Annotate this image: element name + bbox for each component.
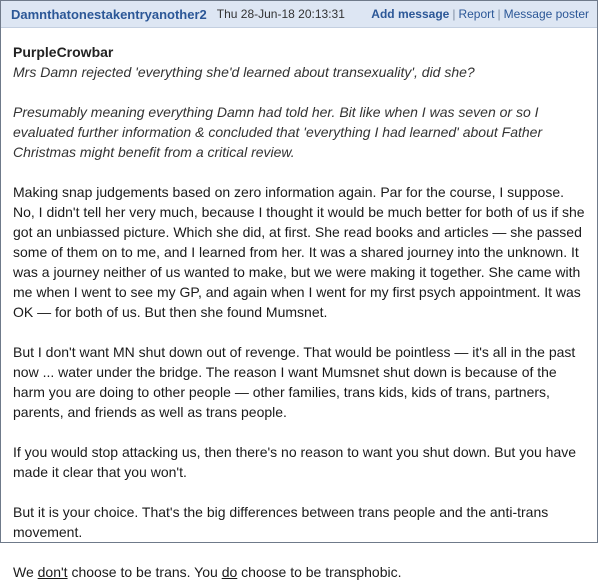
final-text: choose to be transphobic. [237,564,402,580]
add-message-link[interactable]: Add message [371,7,450,21]
paragraph: But I don't want MN shut down out of revenge. That would be pointless — it's all in the past now ... water under the bridge. The reason I want Mumsnet shut down is because of the harm you are doing to other people — other families, trans kids, kids of trans, partners, parents, and friends as well as trans people. [13,344,576,420]
post-actions [371,7,589,21]
message-poster-link[interactable]: Message poster [503,7,589,21]
post-header [1,1,597,28]
report-link[interactable]: Report [458,7,495,21]
paragraph: Making snap judgements based on zero information again. Par for the course, I suppose. No, I didn't tell her very much, because I thought it would be much better for both of us if she got an unbiassed picture. Which she did, at first. She read books and articles — she passed some of them on to me, and I learned from her. It was a shared journey into the unknown. It was a journey neither of us wanted to make, but we were making it together. She came with me when I went to see my GP, and again when I went for my first psych appointment. It was OK — for both of us. But then she found Mumsnet. [13,184,585,320]
separator: | [497,7,501,21]
paragraph: But it is your choice. That's the big differences between trans people and the anti-trans movement. [13,504,549,540]
post-timestamp: Thu 28-Jun-18 20:13:31 [216,7,345,21]
underlined-do: do [221,564,238,580]
final-text: We [13,564,38,580]
italic-reply: Presumably meaning everything Damn had told her. Bit like when I was seven or so I evaluated further information & concluded that 'everything I had learned' about Father Christmas might benefit from a critical review. [13,104,543,160]
paragraph: If you would stop attacking us, then there's no reason to want you shut down. But you have made it clear that you won't. [13,444,577,480]
underlined-dont: don't [37,564,68,580]
separator: | [452,7,456,21]
quoted-text: Mrs Damn rejected 'everything she'd learned about transexuality', did she? [13,64,475,80]
quoted-author: PurpleCrowbar [13,44,114,60]
post-body [1,28,597,582]
final-text: choose to be trans. You [67,564,222,580]
final-line [13,562,585,582]
poster-username[interactable]: Damnthatonestakentryanother2 [11,6,207,22]
